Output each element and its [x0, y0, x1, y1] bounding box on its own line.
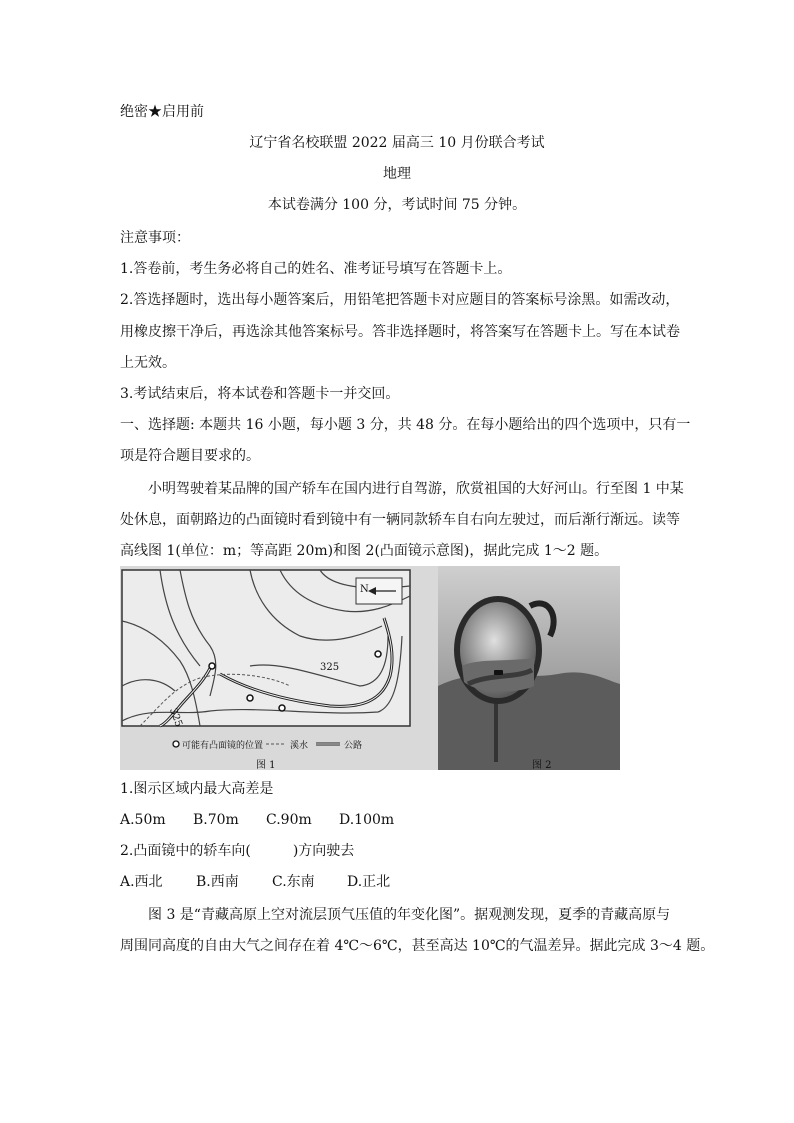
- mirror-marker: [279, 705, 285, 711]
- mirror-pole: [494, 702, 498, 762]
- mirror-marker: [247, 695, 253, 701]
- question-2-option-b: B.西南: [196, 874, 239, 890]
- notice-heading: 注意事项：: [120, 230, 190, 246]
- exam-title: 辽宁省名校联盟 2022 届高三 10 月份联合考试: [249, 135, 545, 151]
- section-1-line-2: 项是符合题目要求的。: [120, 448, 260, 464]
- passage-1-line-1: 小明驾驶着某品牌的国产轿车在国内进行自驾游，欣赏祖国的大好河山。行至图 1 中某: [148, 481, 684, 497]
- notice-item-2-line-2: 用橡皮擦干净后，再选涂其他答案标号。答非选择题时，将答案写在答题卡上。写在本试卷: [120, 324, 680, 340]
- question-2-option-a: A.西北: [120, 874, 163, 890]
- car-icon: [494, 670, 503, 675]
- notice-item-2-line-3: 上无效。: [120, 355, 176, 371]
- legend-mirror-label: 可能有凸面镜的位置: [182, 741, 264, 751]
- question-1-option-a: A.50m: [120, 812, 166, 828]
- figure-2-convex-mirror: [438, 566, 620, 770]
- north-label: N: [360, 584, 369, 595]
- subject-title: 地理: [383, 166, 411, 182]
- question-1-option-d: D.100m: [339, 812, 395, 828]
- question-1-option-b: B.70m: [193, 812, 239, 828]
- notice-item-1: 1.答卷前，考生务必将自己的姓名、准考证号填写在答题卡上。: [120, 261, 512, 277]
- question-1-option-c: C.90m: [266, 812, 312, 828]
- question-2-stem: 2.凸面镜中的轿车向( )方向驶去: [120, 843, 355, 859]
- figure-1-contour-map: [120, 566, 438, 770]
- contour-map-svg: [120, 566, 438, 770]
- notice-item-3: 3.考试结束后，将本试卷和答题卡一并交回。: [120, 386, 400, 402]
- notice-item-2-line-1: 2.答选择题时，选出每小题答案后，用铅笔把答题卡对应题目的答案标号涂黑。如需改动，: [120, 292, 680, 308]
- question-2-option-d: D.正北: [347, 874, 391, 890]
- legend-road-label: 公路: [344, 741, 363, 751]
- contour-label-325-west: 325: [167, 706, 184, 729]
- secret-label: 绝密★启用前: [120, 104, 204, 120]
- passage-1-line-2: 处休息，面朝路边的凸面镜时看到镜中有一辆同款轿车自右向左驶过，而后渐行渐远。读等: [120, 512, 680, 528]
- passage-1-line-3: 高线图 1(单位：m；等高距 20m)和图 2(凸面镜示意图)，据此完成 1～2 题。: [120, 543, 609, 559]
- section-1-line-1: 一、选择题: 本题共 16 小题，每小题 3 分，共 48 分。在每小题给出的四个选项中，只有一: [120, 417, 691, 433]
- mirror-marker: [375, 651, 381, 657]
- passage-2-line-1: 图 3 是“青藏高原上空对流层顶气压值的年变化图”。据观测发现，夏季的青藏高原与: [148, 907, 671, 923]
- question-2-option-c: C.东南: [272, 874, 315, 890]
- exam-info: 本试卷满分 100 分，考试时间 75 分钟。: [267, 197, 527, 213]
- legend-mirror-icon: [173, 741, 179, 747]
- mirror-marker: [209, 663, 215, 669]
- figure-2-caption: 图 2: [532, 760, 552, 770]
- passage-2-line-2: 周围同高度的自由大气之间存在着 4℃～6℃，甚至高达 10℃的气温差异。据此完成 3～4 题。: [120, 938, 715, 954]
- convex-mirror-svg: [438, 566, 620, 770]
- question-1-stem: 1.图示区域内最大高差是: [120, 781, 274, 797]
- legend-stream-label: 溪水: [290, 741, 309, 751]
- contour-label-325-east: 325: [320, 662, 340, 673]
- figure-1-caption: 图 1: [256, 760, 276, 770]
